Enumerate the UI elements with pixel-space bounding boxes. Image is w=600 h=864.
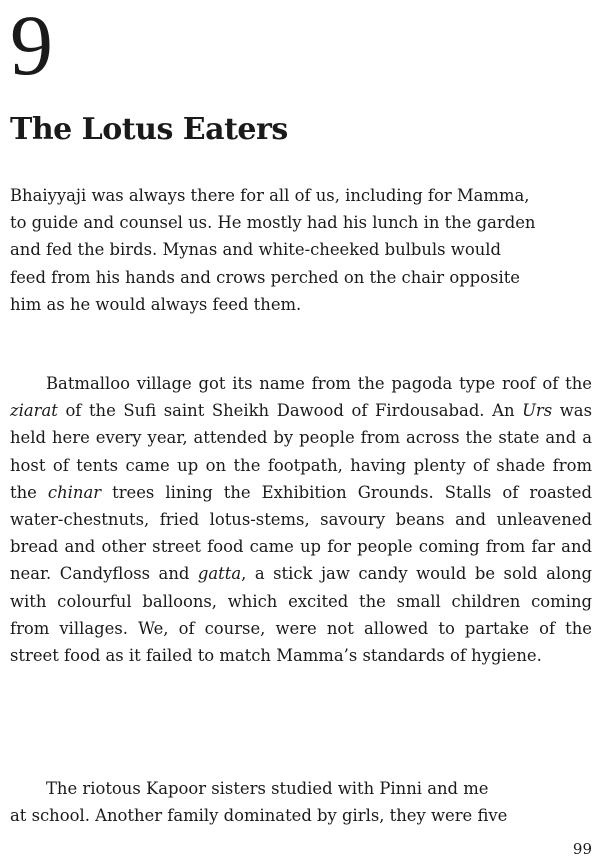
- paragraph-line: to guide and counsel us. He mostly had his lunch in the garden: [10, 213, 536, 233]
- paragraph-line: and fed the birds. Mynas and white-cheeked bulbuls would: [10, 240, 501, 260]
- page-number: 99: [572, 840, 592, 858]
- italic-term-chinar: chinar: [47, 482, 102, 502]
- text-segment: of the Sufi saint Sheikh Dawood of Firdousabad. An: [57, 401, 523, 421]
- italic-term-ziarat: ziarat: [10, 401, 58, 421]
- paragraph-line: The riotous Kapoor sisters studied with Pinni and me: [46, 779, 489, 798]
- paragraph-line: at school. Another family dominated by girls, they were five: [10, 806, 508, 826]
- chapter-number: 9: [10, 0, 53, 93]
- paragraph-line: Bhaiyyaji was always there for all of us, including for Mamma,: [10, 186, 530, 205]
- paragraph-line: feed from his hands and crows perched on the chair opposite: [10, 267, 520, 287]
- chapter-title: The Lotus Eaters: [10, 112, 288, 147]
- text-segment: Batmalloo village got its name from the pagoda type roof of the: [46, 374, 592, 393]
- paragraph-1: [10, 182, 592, 318]
- italic-term-urs: Urs: [522, 401, 553, 421]
- text-segment: trees lining the Exhibition Grounds. Stalls of roasted water-chestnuts, fried lotus-stems, savoury beans and unleavened bread and other street food came up for people coming from far and near. Candyfloss and: [10, 482, 592, 584]
- text-segment: was held here every year, attended by people from across the state and a host of tents came up on the footpath, having plenty of shade from the: [10, 401, 592, 502]
- paragraph-3: [10, 775, 592, 829]
- text-segment: , a stick jaw candy would be sold along with colourful balloons, which excited the small children coming from villages. We, of course, were not allowed to partake of the street food as it failed to match Mamma’s standards of hygiene.: [10, 564, 592, 666]
- paragraph-2: [10, 370, 592, 669]
- italic-term-gatta: gatta: [197, 564, 242, 584]
- paragraph-line: him as he would always feed them.: [10, 294, 302, 314]
